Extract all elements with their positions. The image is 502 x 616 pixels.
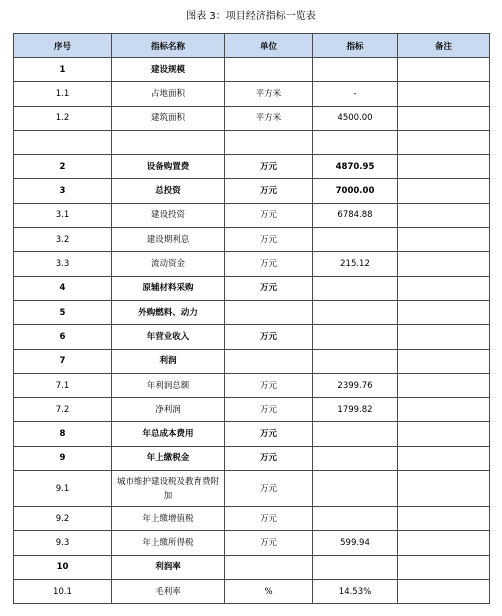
cell-unit-text: 万元: [259, 453, 277, 464]
cell-note: [398, 82, 490, 106]
cell-note: [398, 130, 490, 154]
cell-unit-text: 万元: [259, 186, 277, 197]
cell-unit-text: 万元: [259, 537, 277, 548]
table-row: [14, 555, 490, 579]
cell-note: [398, 325, 490, 349]
cell-indicator-name: [112, 106, 225, 130]
cell-indicator-name-text: 原辅材料采购: [142, 283, 194, 294]
cell-value-text: 215.12: [340, 259, 370, 270]
cell-note: [398, 531, 490, 555]
cell-unit-text: 平方米: [255, 113, 282, 124]
cell-unit: [225, 325, 313, 349]
cell-serial: [14, 130, 112, 154]
cell-unit-text: 万元: [259, 429, 277, 440]
cell-indicator-name-text: 建设规模: [150, 64, 185, 75]
cell-indicator-name: [112, 203, 225, 227]
cell-serial-text: 9.3: [55, 537, 70, 548]
cell-serial: [14, 179, 112, 203]
cell-serial: [14, 373, 112, 397]
cell-serial-text: 9.1: [55, 483, 70, 494]
cell-unit: [225, 579, 313, 603]
cell-unit: [225, 531, 313, 555]
cell-note: [398, 252, 490, 276]
cell-value-text: 6784.88: [337, 210, 373, 221]
cell-indicator-name: [112, 300, 225, 324]
cell-value: [313, 276, 398, 300]
table-row: [14, 471, 490, 507]
cell-indicator-name-text: 毛利率: [155, 586, 181, 597]
cell-indicator-name: [112, 531, 225, 555]
cell-value: [313, 555, 398, 579]
cell-value: [313, 228, 398, 252]
cell-note: [398, 446, 490, 470]
cell-value: [313, 325, 398, 349]
cell-unit: [225, 58, 313, 82]
cell-indicator-name: [112, 446, 225, 470]
table-row: [14, 276, 490, 300]
cell-unit-text: 万元: [259, 483, 277, 494]
cell-value-text: 7000.00: [335, 186, 375, 197]
cell-serial-text: 3.3: [55, 259, 70, 270]
cell-value-text: 4870.95: [335, 161, 375, 172]
cell-indicator-name: [112, 228, 225, 252]
cell-indicator-name-text: 利润率: [155, 562, 181, 573]
cell-indicator-name: [112, 82, 225, 106]
cell-serial-text: 9: [59, 453, 66, 464]
table-row: [14, 300, 490, 324]
cell-serial-text: 9.2: [55, 513, 70, 524]
cell-unit: [225, 398, 313, 422]
table-row: [14, 106, 490, 130]
cell-value: [313, 203, 398, 227]
cell-value: [313, 398, 398, 422]
table-row: [14, 531, 490, 555]
cell-unit: [225, 373, 313, 397]
cell-indicator-name-text: 年总成本费用: [142, 429, 194, 440]
cell-indicator-name-text: 建筑面积: [150, 113, 185, 124]
cell-indicator-name-text: 利润: [159, 356, 177, 367]
cell-serial-text: 10: [56, 562, 69, 573]
cell-value: [313, 82, 398, 106]
cell-serial-text: 6: [59, 331, 66, 342]
cell-note: [398, 276, 490, 300]
cell-serial: [14, 276, 112, 300]
cell-unit-text: 万元: [259, 380, 277, 391]
cell-unit-text: 万元: [259, 210, 277, 221]
cell-note: [398, 471, 490, 507]
cell-value: [313, 155, 398, 179]
cell-indicator-name: [112, 471, 225, 507]
cell-indicator-name-text: 净利润: [155, 404, 181, 415]
cell-serial-text: 1.2: [55, 113, 70, 124]
cell-serial-text: 7.1: [55, 380, 70, 391]
cell-serial: [14, 422, 112, 446]
cell-value-text: 1799.82: [337, 404, 373, 415]
cell-indicator-name: [112, 58, 225, 82]
cell-note: [398, 155, 490, 179]
cell-indicator-name: [112, 579, 225, 603]
cell-indicator-name-text: 年营业收入: [146, 331, 190, 342]
header-value: 指标: [313, 34, 398, 58]
cell-unit: [225, 300, 313, 324]
cell-note: [398, 422, 490, 446]
cell-serial: [14, 155, 112, 179]
cell-unit: [225, 228, 313, 252]
cell-unit-text: 万元: [259, 404, 277, 415]
cell-value: [313, 373, 398, 397]
cell-serial: [14, 325, 112, 349]
cell-indicator-name-text: 年上缴增值税: [142, 513, 194, 524]
cell-note: [398, 507, 490, 531]
table-row: [14, 373, 490, 397]
table-row: [14, 203, 490, 227]
cell-serial: [14, 300, 112, 324]
cell-indicator-name: [112, 325, 225, 349]
cell-indicator-name: [112, 422, 225, 446]
cell-serial-text: 7: [59, 356, 66, 367]
table-row: [14, 228, 490, 252]
table-row: [14, 179, 490, 203]
cell-serial: [14, 82, 112, 106]
cell-unit: [225, 349, 313, 373]
header-note: 备注: [398, 34, 490, 58]
cell-serial: [14, 58, 112, 82]
cell-indicator-name: [112, 555, 225, 579]
table-row: [14, 446, 490, 470]
cell-unit: [225, 82, 313, 106]
cell-indicator-name-text: 城市维护建设税及教育费附加: [116, 476, 219, 501]
cell-value: [313, 130, 398, 154]
table-row: [14, 130, 490, 154]
table-row: [14, 155, 490, 179]
cell-unit: [225, 179, 313, 203]
header-indicator-name: 指标名称: [112, 34, 225, 58]
cell-unit: [225, 106, 313, 130]
cell-value: [313, 446, 398, 470]
cell-value: [313, 300, 398, 324]
cell-unit: [225, 507, 313, 531]
cell-indicator-name: [112, 373, 225, 397]
cell-serial-text: 1: [59, 64, 66, 75]
cell-serial: [14, 446, 112, 470]
cell-indicator-name: [112, 179, 225, 203]
cell-note: [398, 373, 490, 397]
cell-indicator-name: [112, 398, 225, 422]
table-row: [14, 252, 490, 276]
cell-value: [313, 252, 398, 276]
cell-indicator-name: [112, 155, 225, 179]
cell-serial: [14, 228, 112, 252]
cell-note: [398, 203, 490, 227]
cell-indicator-name: [112, 349, 225, 373]
cell-serial-text: 2: [59, 161, 66, 172]
cell-indicator-name-text: 占地面积: [150, 88, 185, 99]
cell-unit-text: %: [264, 586, 273, 597]
cell-value: [313, 471, 398, 507]
cell-value-text: 2399.76: [337, 380, 373, 391]
cell-indicator-name: [112, 507, 225, 531]
cell-serial: [14, 471, 112, 507]
cell-value-text: 599.94: [340, 537, 370, 548]
cell-note: [398, 349, 490, 373]
cell-unit: [225, 276, 313, 300]
cell-unit: [225, 130, 313, 154]
table-caption: 图表 3：项目经济指标一览表: [186, 11, 316, 22]
cell-value: [313, 579, 398, 603]
cell-indicator-name: [112, 130, 225, 154]
cell-unit: [225, 155, 313, 179]
cell-serial-text: 5: [59, 307, 66, 318]
table-row: [14, 422, 490, 446]
cell-value: [313, 422, 398, 446]
cell-unit: [225, 446, 313, 470]
cell-note: [398, 398, 490, 422]
cell-unit: [225, 422, 313, 446]
cell-serial-text: 4: [59, 283, 66, 294]
table-row: [14, 58, 490, 82]
cell-indicator-name-text: 建设期利息: [146, 234, 190, 245]
table-header-row: [14, 34, 490, 58]
cell-serial: [14, 398, 112, 422]
table-row: [14, 507, 490, 531]
cell-value: [313, 507, 398, 531]
cell-serial: [14, 203, 112, 227]
cell-indicator-name-text: 建设投资: [150, 210, 185, 221]
cell-note: [398, 228, 490, 252]
cell-indicator-name-text: 外购燃料、动力: [138, 307, 198, 318]
cell-unit-text: 万元: [259, 513, 277, 524]
cell-note: [398, 106, 490, 130]
cell-unit-text: 万元: [259, 259, 277, 270]
cell-serial-text: 10.1: [53, 586, 72, 597]
table-row: [14, 398, 490, 422]
cell-indicator-name: [112, 252, 225, 276]
cell-indicator-name-text: 流动资金: [150, 259, 185, 270]
cell-value: [313, 531, 398, 555]
cell-serial: [14, 555, 112, 579]
cell-unit: [225, 203, 313, 227]
cell-unit-text: 万元: [259, 331, 277, 342]
cell-serial-text: 3.2: [55, 234, 70, 245]
cell-serial-text: 3.1: [55, 210, 70, 221]
cell-unit: [225, 471, 313, 507]
table-row: [14, 82, 490, 106]
cell-indicator-name-text: 总投资: [155, 186, 181, 197]
cell-note: [398, 300, 490, 324]
cell-unit-text: 万元: [259, 234, 277, 245]
cell-serial: [14, 507, 112, 531]
cell-value: [313, 106, 398, 130]
cell-serial: [14, 531, 112, 555]
cell-unit: [225, 555, 313, 579]
cell-indicator-name-text: 年利润总额: [146, 380, 190, 391]
cell-serial: [14, 252, 112, 276]
economic-indicators-table: [13, 33, 490, 604]
cell-serial-text: 8: [59, 429, 66, 440]
cell-indicator-name-text: 设备购置费: [146, 161, 190, 172]
cell-indicator-name-text: 年上缴所得税: [142, 537, 194, 548]
cell-serial: [14, 349, 112, 373]
cell-indicator-name-text: 年上缴税金: [146, 453, 190, 464]
cell-value: [313, 179, 398, 203]
cell-unit-text: 万元: [259, 283, 277, 294]
cell-serial-text: 7.2: [55, 404, 70, 415]
cell-value-text: 14.53%: [338, 586, 372, 597]
cell-value-text: -: [353, 88, 357, 99]
table-row: [14, 325, 490, 349]
cell-value: [313, 349, 398, 373]
cell-serial-text: 3: [59, 186, 66, 197]
cell-note: [398, 58, 490, 82]
cell-serial: [14, 579, 112, 603]
cell-note: [398, 555, 490, 579]
cell-value-text: 4500.00: [337, 113, 373, 124]
header-serial: 序号: [14, 34, 112, 58]
cell-serial: [14, 106, 112, 130]
cell-serial-text: 1.1: [55, 88, 70, 99]
cell-unit-text: 万元: [259, 161, 277, 172]
cell-unit-text: 平方米: [255, 88, 282, 99]
cell-indicator-name: [112, 276, 225, 300]
cell-value: [313, 58, 398, 82]
cell-unit: [225, 252, 313, 276]
table-row: [14, 349, 490, 373]
header-unit: 单位: [225, 34, 313, 58]
cell-note: [398, 579, 490, 603]
table-row: [14, 579, 490, 603]
cell-note: [398, 179, 490, 203]
